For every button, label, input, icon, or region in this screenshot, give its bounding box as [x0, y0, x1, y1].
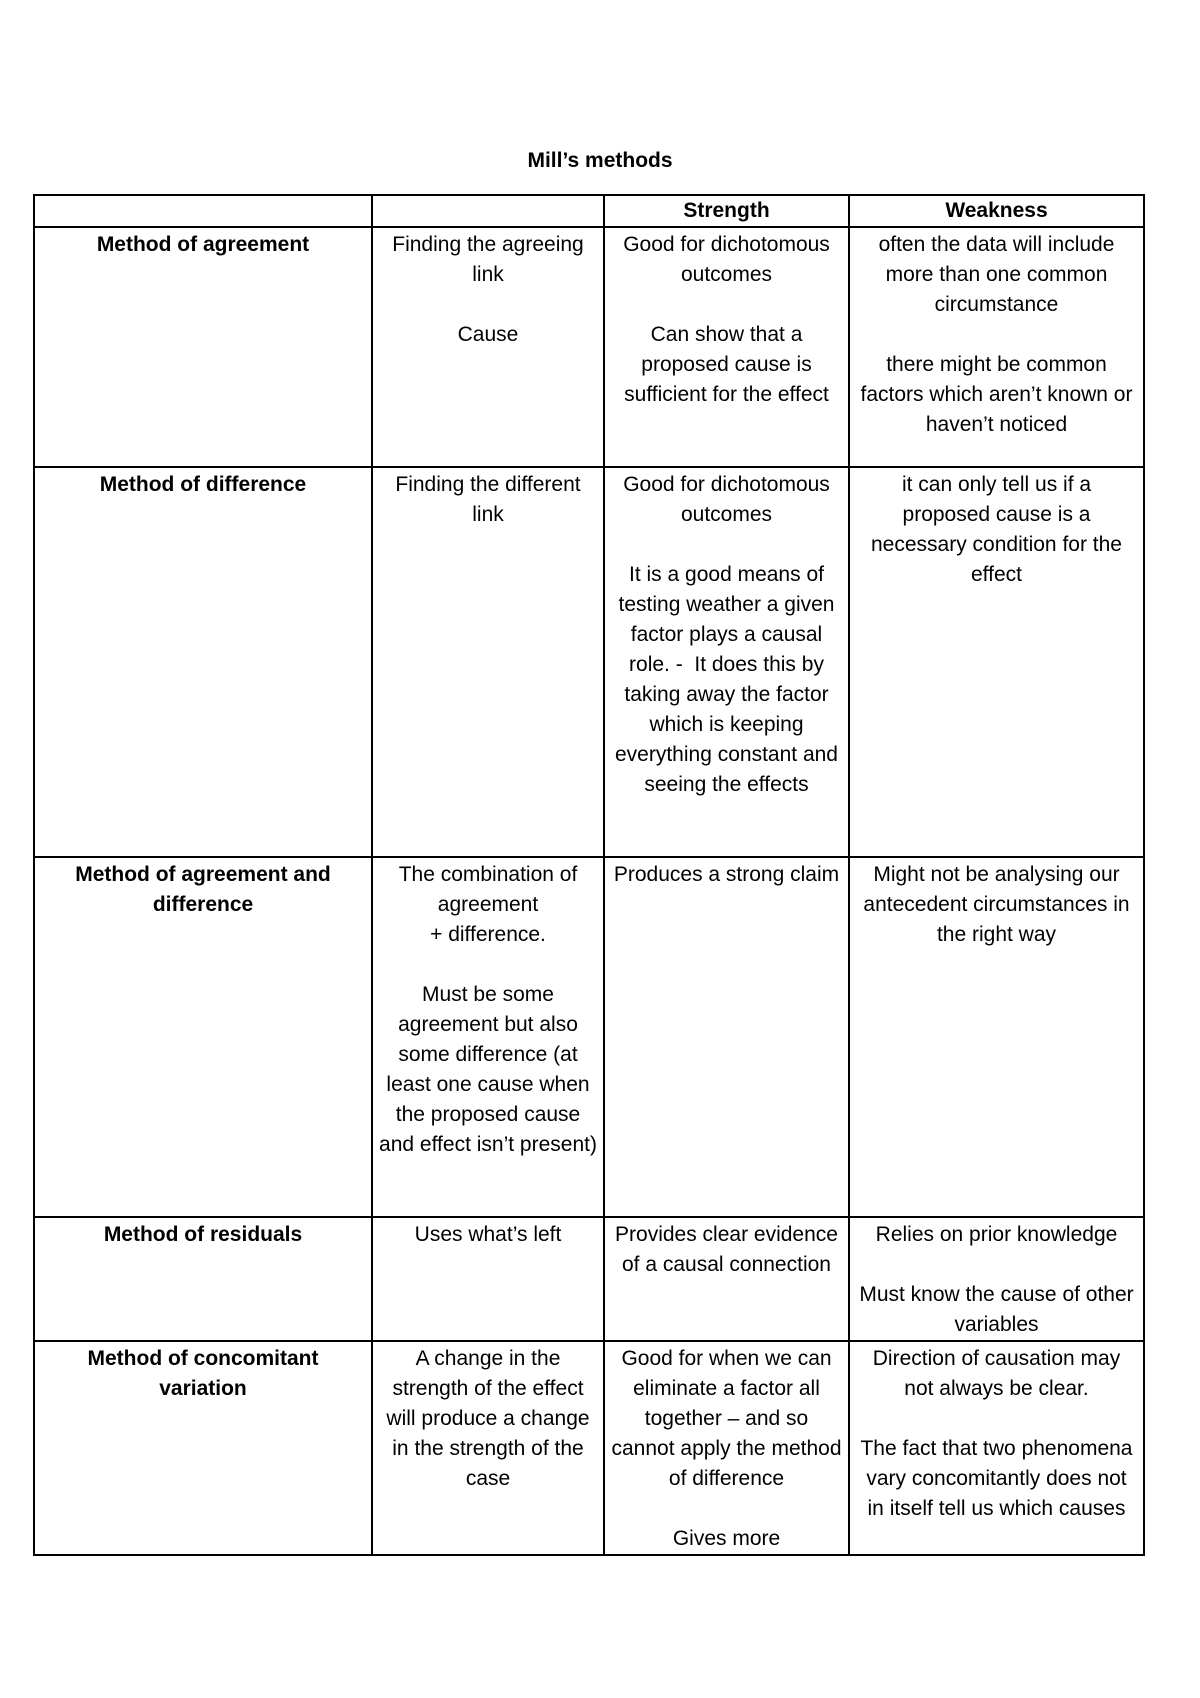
- cell-text: Relies on prior knowledge: [875, 1223, 1118, 1246]
- cell-text: Direction of causation may not always be clear.: [872, 1347, 1127, 1400]
- cell-text: it can only tell us if a proposed cause is a necessary condition for the effect: [871, 473, 1128, 586]
- method-name-cell: Method of agreement and difference: [34, 857, 372, 1217]
- cell-text: [611, 1494, 842, 1524]
- cell-text: Good for when we can eliminate a factor all together – and so cannot apply the method of difference: [611, 1347, 848, 1490]
- cell-text: Can show that a proposed cause is sufficient for the effect: [624, 323, 829, 406]
- header-cell-weakness: Weakness: [849, 195, 1144, 227]
- strength-cell: [604, 227, 849, 467]
- cell-text: [611, 290, 842, 320]
- table-row: [34, 1217, 1144, 1341]
- cell-text: [379, 290, 597, 320]
- page-title: Mill’s methods: [527, 149, 673, 172]
- cell-text: [611, 530, 842, 560]
- strength-cell: [604, 1217, 849, 1341]
- cell-text: [856, 320, 1137, 350]
- cell-text: The fact that two phenomena vary concomitantly does not in itself tell us which causes: [860, 1437, 1139, 1520]
- method-name-cell: Method of residuals: [34, 1217, 372, 1341]
- weakness-cell: [849, 1217, 1144, 1341]
- weakness-cell: [849, 857, 1144, 1217]
- method-name-cell: Method of concomitant variation: [34, 1341, 372, 1555]
- cell-text: + difference.: [430, 923, 546, 946]
- methods-table: [33, 194, 1145, 1556]
- cell-text: [379, 950, 597, 980]
- table-row: [34, 857, 1144, 1217]
- strength-cell: [604, 467, 849, 857]
- cell-text: Uses what’s left: [414, 1223, 562, 1246]
- cell-text: Gives more: [672, 1527, 781, 1550]
- weakness-cell: [849, 467, 1144, 857]
- description-cell: [372, 857, 604, 1217]
- cell-text: The combination of agreement: [398, 863, 584, 916]
- cell-text: It is a good means of testing weather a given factor plays a causal role. - It does this by taking away the factor which is keeping everything constant and seeing the effects: [615, 563, 844, 796]
- header-cell-description: [372, 195, 604, 227]
- cell-text: [856, 1250, 1137, 1280]
- description-cell: [372, 1217, 604, 1341]
- description-cell: [372, 467, 604, 857]
- cell-text: Good for dichotomous outcomes: [623, 473, 836, 526]
- table-row: [34, 227, 1144, 467]
- cell-text: Provides clear evidence of a causal connection: [615, 1223, 844, 1276]
- cell-text: Must know the cause of other variables: [859, 1283, 1140, 1336]
- strength-cell: [604, 1341, 849, 1555]
- cell-text: Produces a strong claim: [613, 863, 840, 886]
- description-cell: [372, 1341, 604, 1555]
- cell-text: A change in the strength of the effect will produce a change in the strength of the case: [386, 1347, 596, 1490]
- weakness-cell: [849, 227, 1144, 467]
- cell-text: Finding the different link: [395, 473, 587, 526]
- method-name-cell: Method of agreement: [34, 227, 372, 467]
- description-cell: [372, 227, 604, 467]
- header-cell-method: [34, 195, 372, 227]
- cell-text: Finding the agreeing link: [392, 233, 590, 286]
- cell-text: [856, 1404, 1137, 1434]
- method-name-cell: Method of difference: [34, 467, 372, 857]
- cell-text: Cause: [457, 323, 519, 346]
- cell-text: Good for dichotomous outcomes: [623, 233, 836, 286]
- cell-text: there might be common factors which aren’t known or haven’t noticed: [860, 353, 1139, 436]
- table-row: [34, 1341, 1144, 1555]
- header-row: [34, 195, 1144, 227]
- cell-text: Must be some agreement but also some difference (at least one cause when the proposed cause and effect isn’t present): [379, 983, 597, 1156]
- table-row: [34, 467, 1144, 857]
- weakness-cell: [849, 1341, 1144, 1555]
- strength-cell: [604, 857, 849, 1217]
- cell-text: Might not be analysing our antecedent circumstances in the right way: [863, 863, 1136, 946]
- header-cell-strength: Strength: [604, 195, 849, 227]
- cell-text: often the data will include more than one common circumstance: [878, 233, 1121, 316]
